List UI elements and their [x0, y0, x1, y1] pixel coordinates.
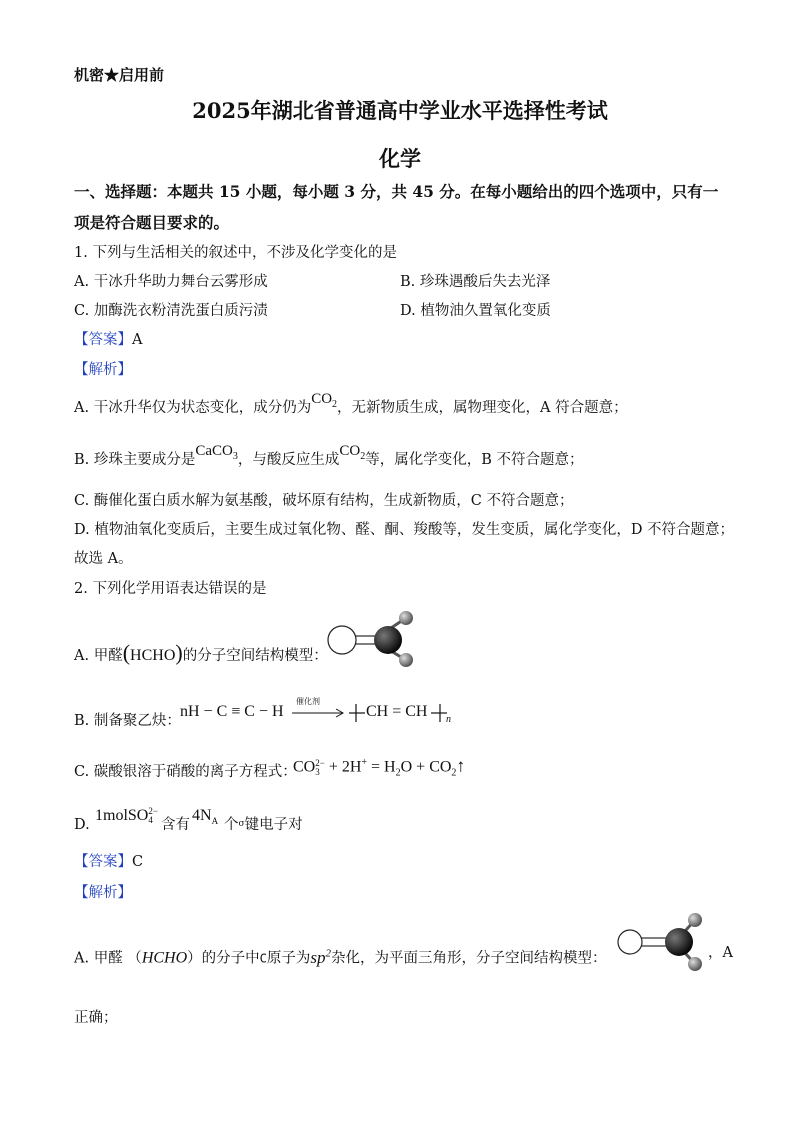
subscript: A	[211, 816, 219, 827]
formula-text: CO	[311, 391, 333, 407]
superscript: +	[361, 757, 368, 768]
q1-conclusion: 故选 A。	[74, 551, 133, 567]
carbon-symbol: C	[259, 951, 267, 966]
q2-option-b-label: B. 制备聚乙炔：	[74, 713, 181, 729]
formula-text: sp	[310, 947, 326, 967]
superscript: 2−	[148, 806, 158, 817]
q2-analysis-label: 【解析】	[74, 885, 132, 901]
paren-close: )	[175, 640, 183, 665]
q1-explanation-b	[74, 443, 584, 476]
formula-text: CaCO	[195, 443, 233, 459]
formula-text: 1molSO	[95, 807, 149, 824]
subscript: 2	[395, 767, 401, 779]
polyacetylene-reactant: nH − C ≡ C − H	[180, 703, 284, 720]
text: C. 碳酸银溶于硝酸的离子方程式：	[74, 764, 297, 780]
q1-option-d: D. 植物油久置氧化变质	[400, 303, 551, 319]
hybridization	[310, 948, 331, 967]
q2-stem: 2. 下列化学用语表达错误的是	[74, 581, 267, 597]
formula-text: 4N	[192, 807, 212, 824]
sulfate-formula	[95, 806, 158, 826]
q1-stem: 1. 下列与生活相关的叙述中，不涉及化学变化的是	[74, 245, 397, 261]
answer-label: 【答案】	[74, 854, 132, 870]
text: A. 甲醛 （	[74, 950, 142, 967]
q2-explanation-a-line2: 正确；	[74, 1010, 118, 1026]
formula-text: HCHO	[130, 647, 176, 664]
superscript: 2	[325, 947, 332, 959]
subscript: 3	[315, 766, 320, 777]
q1-answer	[74, 330, 142, 350]
formula-hcho: HCHO	[141, 949, 188, 967]
text: 键电子对	[244, 817, 303, 833]
confidential-label: 机密★启用前	[74, 66, 165, 84]
subscript: 2	[360, 451, 366, 462]
text: B. 珍珠主要成分是	[74, 452, 196, 468]
text: 等，属化学变化，B 不符合题意；	[365, 452, 584, 468]
sigma-symbol: σ	[238, 819, 245, 829]
formula-co2	[311, 391, 338, 410]
q2-explanation-a-tail: ，A	[708, 945, 733, 961]
paren-open: (	[122, 640, 131, 665]
q2-option-d-text1: 含有	[161, 817, 190, 833]
subscript: 4	[148, 815, 153, 826]
q1-option-a: A. 干冰升华助力舞台云雾形成	[74, 274, 268, 290]
superscript: 2−	[315, 757, 325, 768]
text: 杂化，为平面三角形，分子空间结构模型：	[331, 950, 607, 967]
q2-answer	[74, 852, 143, 872]
text: ，无新物质生成，属物理变化，A 符合题意；	[337, 400, 628, 416]
text: 的分子空间结构模型：	[182, 648, 328, 664]
ionic-equation	[293, 753, 465, 784]
section-heading-line2: 项是符合题目要求的。	[74, 213, 230, 232]
text: 个	[224, 817, 239, 833]
q1-explanation-d: D. 植物油氧化变质后，主要生成过氧化物、醛、酮、羧酸等，发生变质，属化学变化，D 不符合题意；	[74, 522, 735, 538]
exam-title: 2025年湖北省普通高中学业水平选择性考试	[192, 98, 608, 123]
q1-option-b: B. 珍珠遇酸后失去光泽	[400, 274, 551, 290]
subscript: 2	[451, 767, 457, 779]
avogadro-formula	[192, 806, 218, 831]
subscript: 3	[232, 451, 238, 462]
formula-text: + 2H	[324, 758, 362, 776]
answer-value: C	[132, 854, 144, 870]
formula-co2	[339, 443, 366, 462]
sup-sub-stack	[315, 759, 325, 777]
gas-arrow: ↑	[456, 755, 466, 776]
text: A. 干冰升华仅为状态变化，成分仍为	[74, 400, 312, 416]
catalyst-label: 催化剂	[296, 697, 320, 706]
q1-explanation-c: C. 酶催化蛋白质水解为氨基酸，破坏原有结构，生成新物质，C 不符合题意；	[74, 493, 574, 509]
subscript: 2	[332, 399, 338, 410]
formaldehyde-model-icon	[615, 908, 707, 974]
formula-text: = H	[367, 758, 396, 776]
section-heading-line1: 一、选择题：本题共 15 小题，每小题 3 分，共 45 分。在每小题给出的四个选项中，只有一	[74, 182, 719, 201]
q2-option-d-text2	[224, 815, 303, 837]
subject-title: 化学	[379, 146, 421, 171]
formaldehyde-model-icon	[324, 606, 416, 668]
q1-analysis-label: 【解析】	[74, 362, 132, 378]
text: ）的分子中	[187, 950, 260, 967]
text: ，与酸反应生成	[237, 452, 340, 468]
q2-explanation-a	[74, 943, 607, 969]
polymer-product: CH = CH	[366, 703, 428, 720]
formula-text: O + CO	[400, 758, 452, 776]
formula-caco3	[195, 443, 238, 462]
polymer-n: n	[446, 714, 451, 725]
q2-option-a	[74, 640, 328, 666]
formula-hcho	[122, 640, 183, 665]
answer-value: A	[132, 332, 143, 348]
q1-option-c: C. 加酶洗衣粉清洗蛋白质污渍	[74, 303, 268, 319]
sup-sub-stack	[148, 807, 158, 825]
text: 原子为	[266, 950, 311, 967]
formula-text: CO	[293, 758, 316, 776]
q2-option-c	[74, 762, 297, 782]
answer-label: 【答案】	[74, 332, 132, 348]
q1-explanation-a	[74, 391, 628, 424]
q2-option-d-label: D.	[74, 817, 90, 833]
text: A. 甲醛	[74, 648, 123, 664]
formula-text: CO	[339, 443, 361, 459]
